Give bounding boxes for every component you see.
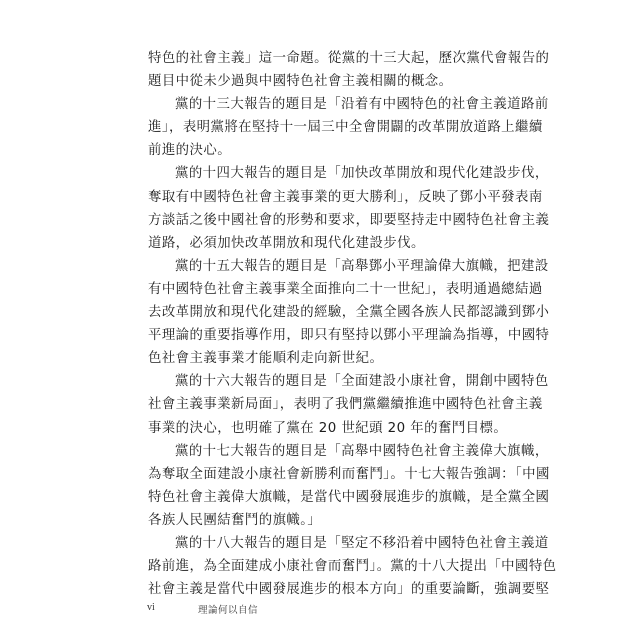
text-line: 奪取有中國特色社會主義事業的更大勝利」，反映了鄧小平發表南: [148, 189, 543, 205]
text-line: 事業的決心，也明確了黨在 20 世紀頭 20 年的奮鬥目標。: [148, 420, 508, 436]
running-title: 理論何以自信: [198, 605, 259, 616]
page-number: vi: [147, 602, 155, 613]
text-line: 進」，表明黨將在堅持十一屆三中全會開闢的改革開放道路上繼續: [148, 120, 543, 136]
text-line: 黨的十四大報告的題目是「加快改革開放和現代化建設步伐，: [175, 166, 549, 182]
text-line: 去改革開放和現代化建設的經驗，全黨全國各族人民都認識到鄧小: [148, 305, 550, 321]
text-line: 前進的決心。: [148, 143, 232, 159]
text-line: 社會主義事業新局面」，表明了我們黨繼續推進中國特色社會主義: [148, 397, 543, 413]
text-line: 為奪取全面建設小康社會新勝利而奮鬥」。十七大報告強調：「中國: [148, 466, 550, 482]
text-line: 平理論的重要指導作用，即只有堅持以鄧小平理論為指導，中國特: [148, 328, 550, 344]
text-line: 各族人民團結奮鬥的旗幟。」: [148, 512, 322, 528]
text-line: 色社會主義事業才能順利走向新世紀。: [148, 351, 384, 367]
text-line: 特色的社會主義」這一命題。從黨的十三大起，歷次黨代會報告的: [148, 51, 550, 66]
text-line: 道路，必須加快改革開放和現代化建設步伐。: [148, 235, 425, 251]
text-line: 有中國特色社會主義事業全面推向二十一世紀」，表明通過總結過: [148, 281, 543, 297]
text-line: 題目中從未少過與中國特色社會主義相關的概念。: [148, 74, 453, 90]
text-line: 黨的十六大報告的題目是「全面建設小康社會，開創中國特色: [175, 374, 549, 390]
text-line: 黨的十七大報告的題目是「高舉中國特色社會主義偉大旗幟，: [175, 443, 549, 459]
text-line: 路前進，為全面建成小康社會而奮鬥」。黨的十八大提出「中國特色: [148, 559, 557, 575]
page-footer: [0, 600, 640, 620]
text-line: 特色社會主義偉大旗幟，是當代中國發展進步的旗幟，是全黨全國: [148, 489, 550, 505]
text-line: 黨的十八大報告的題目是「堅定不移沿着中國特色社會主義道: [175, 535, 549, 551]
text-line: 黨的十五大報告的題目是「高舉鄧小平理論偉大旗幟，把建設: [175, 258, 549, 274]
text-line: 黨的十三大報告的題目是「沿着有中國特色的社會主義道路前: [175, 97, 549, 113]
text-line: 方談話之後中國社會的形勢和要求，即要堅持走中國特色社會主義: [148, 212, 550, 228]
body-text: [148, 47, 557, 601]
text-line: 社會主義是當代中國發展進步的根本方向」的重要論斷，強調要堅: [148, 582, 550, 598]
